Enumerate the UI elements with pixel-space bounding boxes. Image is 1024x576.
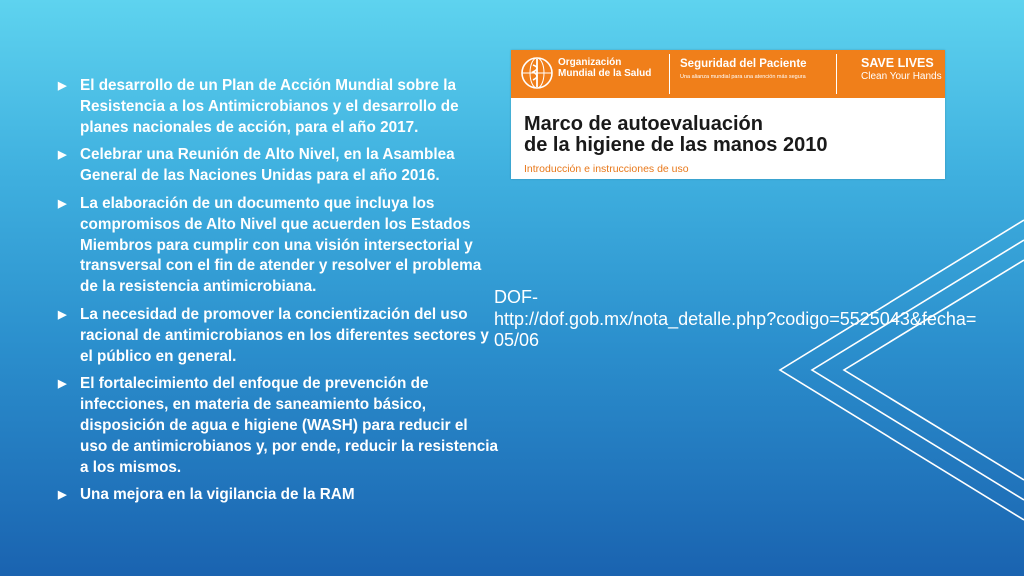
- bullet-text: Una mejora en la vigilancia de la RAM: [80, 486, 355, 504]
- bullet-text: El fortalecimiento del enfoque de prevención de infecciones, en materia de saneamiento básico, disposición de agua e higiene (WASH) para reducir el uso de antimicrobianos y, por ende, reducir la resistencia a los mismos.: [80, 375, 498, 476]
- list-item: [58, 305, 498, 367]
- reference-line1: DOF-: [494, 287, 538, 307]
- bullet-arrow-icon: ▶: [58, 149, 67, 162]
- reference-line3: 05/06: [494, 330, 540, 350]
- list-item: [58, 485, 498, 506]
- org-name-line2: Mundial de la Salud: [558, 68, 652, 79]
- program-title: Seguridad del Paciente: [680, 58, 807, 70]
- reference-url[interactable]: http://dof.gob.mx/nota_detalle.php?codigo=5525043&fecha=: [494, 308, 977, 329]
- bullet-arrow-icon: ▶: [58, 378, 67, 391]
- bullet-arrow-icon: ▶: [58, 197, 67, 210]
- bullet-arrow-icon: ▶: [58, 308, 67, 321]
- list-item: [58, 374, 498, 478]
- campaign-title: SAVE LIVES: [861, 56, 934, 70]
- bullet-text: La necesidad de promover la concientización del uso racional de antimicrobianos en los diferentes sectores y el público en general.: [80, 305, 489, 365]
- chevron-line: [844, 260, 1024, 480]
- cover-title: [524, 114, 934, 156]
- bullet-text: Celebrar una Reunión de Alto Nivel, en la Asamblea General de las Naciones Unidas para el año 2016.: [80, 146, 455, 185]
- bullet-text: El desarrollo de un Plan de Acción Mundial sobre la Resistencia a los Antimicrobianos y el desarrollo de planes nacionales de acción, para el año 2017.: [80, 77, 459, 136]
- program-subtitle: Una alianza mundial para una atención más segura: [680, 74, 806, 80]
- list-item: [58, 194, 498, 298]
- document-cover-image: [511, 50, 945, 179]
- cover-title-line2: de la higiene de las manos 2010: [524, 134, 828, 156]
- bullet-text: La elaboración de un documento que incluya los compromisos de Alto Nivel que acuerden los Estados Miembros para cumplir con una visión intersectorial y transversal con el fin de atender y resolver el problema de la resistencia antimicrobiana.: [80, 194, 482, 296]
- bullet-arrow-icon: ▶: [58, 80, 67, 92]
- band-divider: [669, 54, 670, 94]
- cover-subtitle: Introducción e instrucciones de uso: [524, 163, 689, 175]
- band-divider: [836, 54, 837, 94]
- decorative-chevrons: [768, 215, 1024, 525]
- cover-title-line1: Marco de autoevaluación: [524, 113, 763, 135]
- chevron-line: [780, 220, 1024, 520]
- campaign-subtitle: Clean Your Hands: [861, 71, 942, 82]
- org-name-line1: Organización: [558, 57, 622, 68]
- who-org-name: [558, 57, 668, 79]
- bullet-arrow-icon: ▶: [58, 489, 67, 502]
- cover-header-band: [511, 50, 945, 98]
- bullet-list: [58, 76, 498, 513]
- who-logo-icon: [520, 56, 554, 90]
- list-item: [58, 76, 498, 138]
- list-item: [58, 145, 498, 187]
